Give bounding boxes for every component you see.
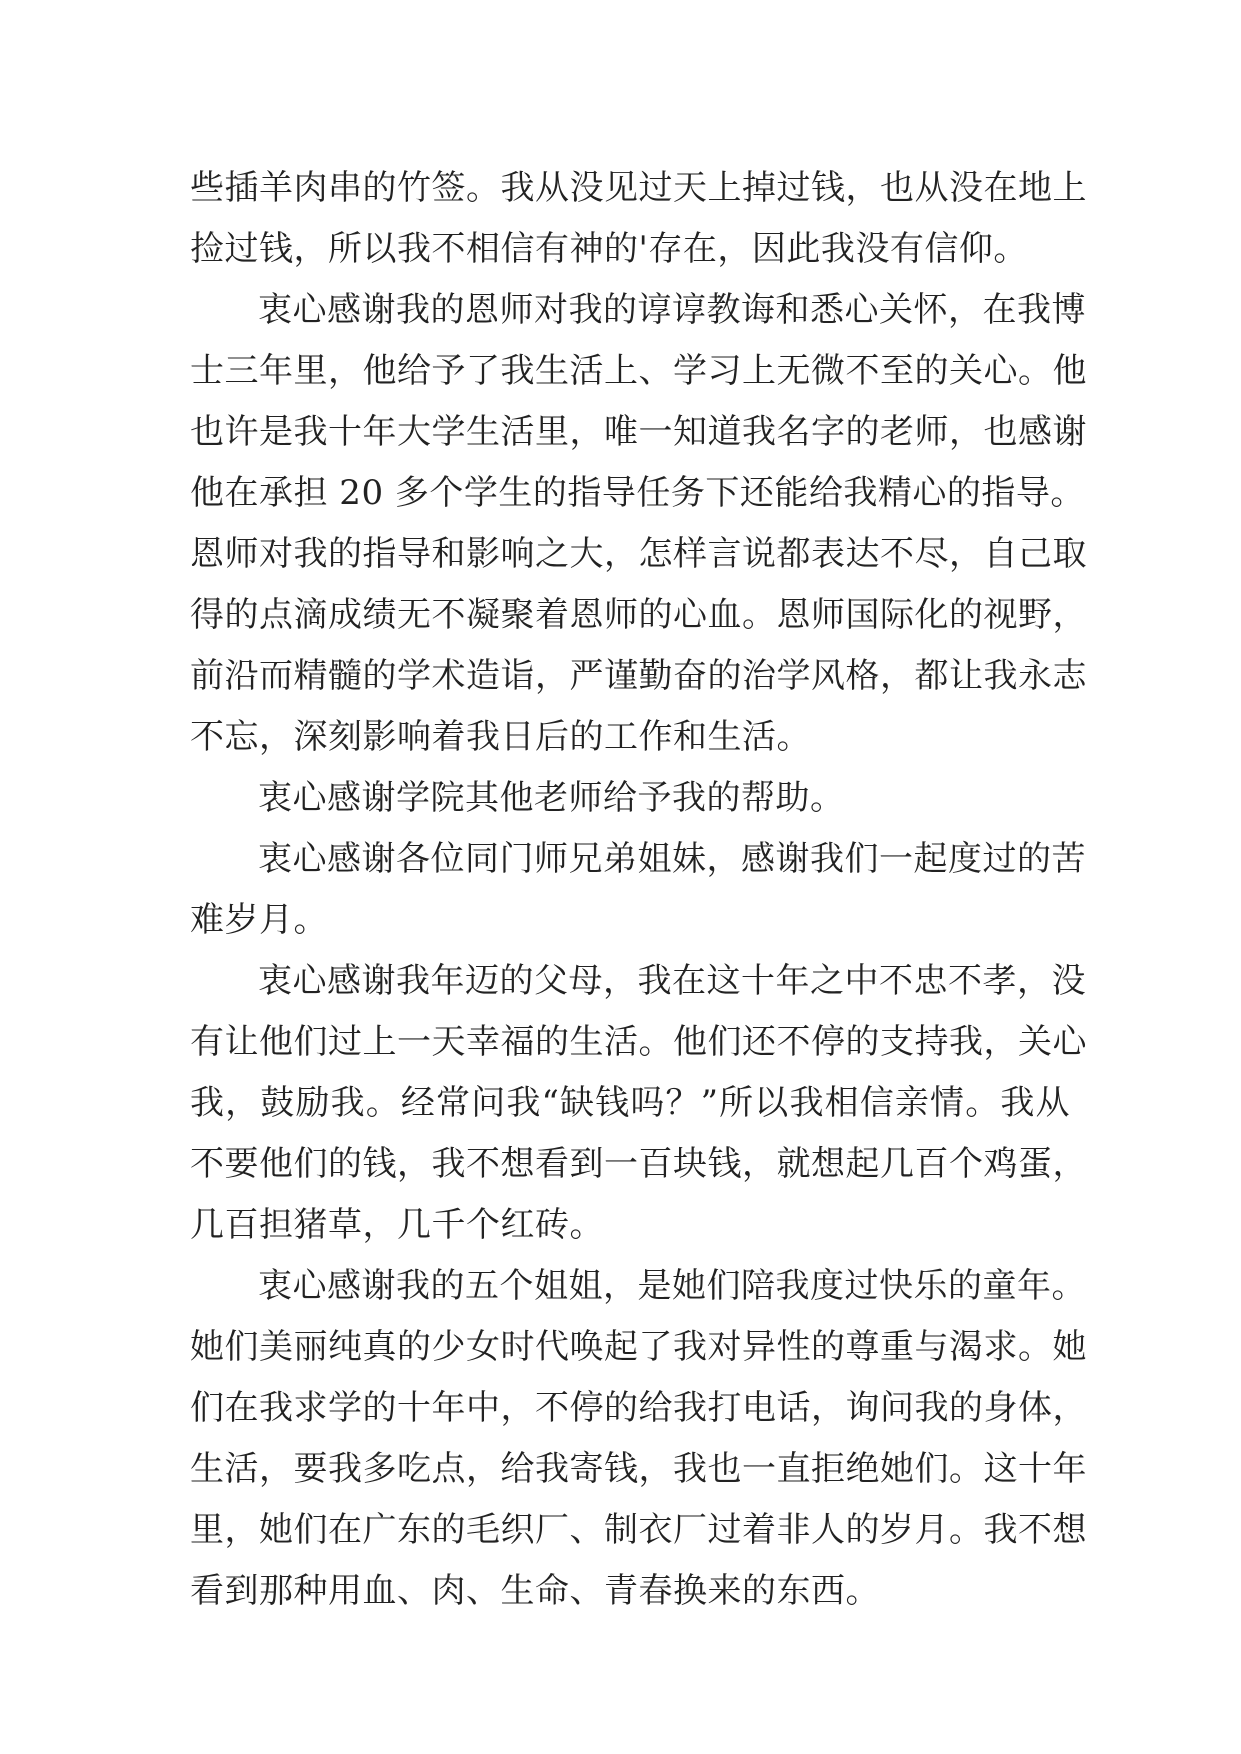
paragraph-start-line: 衷心感谢学院其他老师给予我的帮助。 <box>258 778 845 818</box>
text-line: 我，鼓励我。经常问我“缺钱吗？”所以我相信亲情。我从 <box>190 1083 1070 1123</box>
text-line: 士三年里，他给予了我生活上、学习上无微不至的关心。他 <box>190 351 1087 391</box>
text-line: 他在承担 20 多个学生的指导任务下还能给我精心的指导。 <box>190 473 1085 513</box>
paragraph-start-line: 衷心感谢各位同门师兄弟姐妹，感谢我们一起度过的苦 <box>258 839 1086 879</box>
text-line: 看到那种用血、肉、生命、青春换来的东西。 <box>190 1571 880 1611</box>
text-line: 捡过钱，所以我不相信有神的'存在，因此我没有信仰。 <box>190 229 1028 269</box>
paragraph-start-line: 衷心感谢我年迈的父母，我在这十年之中不忠不孝，没 <box>258 961 1086 1001</box>
text-line: 难岁月。 <box>190 900 328 940</box>
text-line: 些插羊肉串的竹签。我从没见过天上掉过钱，也从没在地上 <box>190 168 1087 208</box>
text-line: 得的点滴成绩无不凝聚着恩师的心血。恩师国际化的视野， <box>190 595 1087 635</box>
text-line: 恩师对我的指导和影响之大，怎样言说都表达不尽，自己取 <box>190 534 1087 574</box>
text-line: 们在我求学的十年中，不停的给我打电话，询问我的身体， <box>190 1388 1087 1428</box>
body-text <box>190 158 1087 1622</box>
text-line: 生活，要我多吃点，给我寄钱，我也一直拒绝她们。这十年 <box>190 1449 1087 1489</box>
paragraph-start-line: 衷心感谢我的恩师对我的谆谆教诲和悉心关怀，在我博 <box>258 290 1086 330</box>
text-line: 有让他们过上一天幸福的生活。他们还不停的支持我，关心 <box>190 1022 1087 1062</box>
text-line: 几百担猪草，几千个红砖。 <box>190 1205 604 1245</box>
text-line: 她们美丽纯真的少女时代唤起了我对异性的尊重与渴求。她 <box>190 1327 1087 1367</box>
paragraph-start-line: 衷心感谢我的五个姐姐，是她们陪我度过快乐的童年。 <box>258 1266 1086 1306</box>
text-line: 不要他们的钱，我不想看到一百块钱，就想起几百个鸡蛋， <box>190 1144 1087 1184</box>
text-line: 前沿而精髓的学术造诣，严谨勤奋的治学风格，都让我永志 <box>190 656 1087 696</box>
text-line: 也许是我十年大学生活里，唯一知道我名字的老师，也感谢 <box>190 412 1087 452</box>
text-line: 里，她们在广东的毛织厂、制衣厂过着非人的岁月。我不想 <box>190 1510 1087 1550</box>
text-line: 不忘，深刻影响着我日后的工作和生活。 <box>190 717 811 757</box>
